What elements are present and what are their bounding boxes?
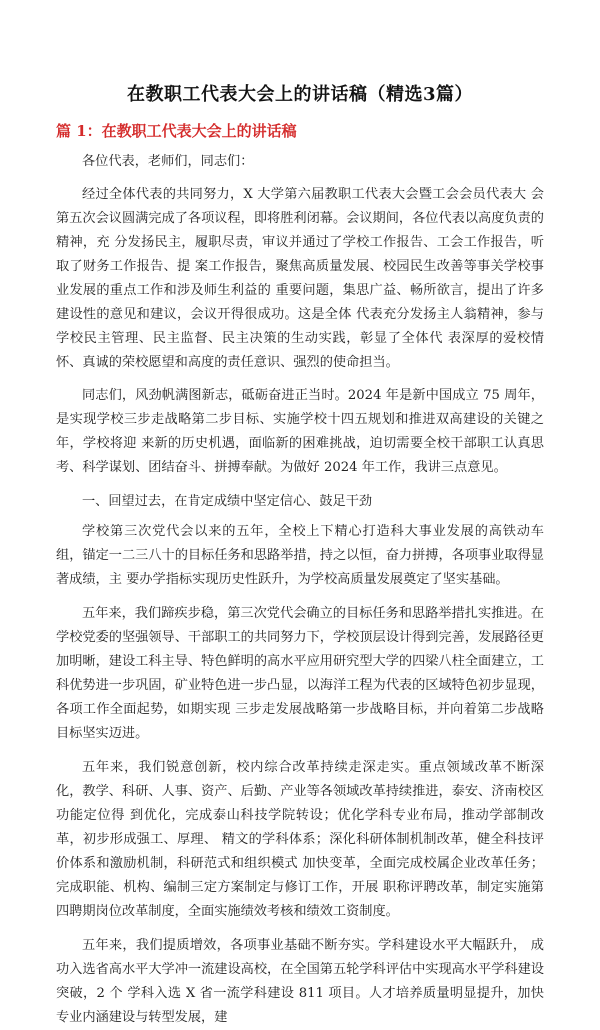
document-title: 在教职工代表大会上的讲话稿（精选3篇） <box>126 84 474 105</box>
paragraph-5: 五年来，我们锐意创新，校内综合改革持续走深走实。重点领域改革不断深 化，教学、科研、人事、资产、后勤、产业等各领域改革持续推进，泰安、济南校区功能定位得 到优化，完成泰山科技学院转设；优化学科专业布局，推动学部制改革，初步形成强工、厚理、 精文的学科体系；深化科研体制机制改革，健全科技评价体系和激励机制，科研范式和组织模式 加快变革，全面完成校属企业改革任务；完成职能、机构、编制三定方案制定与修订工作，开展 职称评聘改革，制定实施第四聘期岗位改革制度，全面实施绩效考核和绩效工资制度。 <box>56 760 544 919</box>
paragraph-3: 学校第三次党代会以来的五年，全校上下精心打造科大事业发展的高铁动车 组，锚定一二三八十的目标任务和思路举措，持之以恒，奋力拼搏，各项事业取得显著成绩，主 要办学指标实现历史性跃升，为学校高质量发展奠定了坚实基础。 <box>56 524 544 587</box>
paragraph-6: 五年来，我们提质增效，各项事业基础不断夯实。学科建设水平大幅跃升， 成功入选省高水平大学冲一流建设高校，在全国第五轮学科评估中实现高水平学科建设突破，2 个 学科入选 X 省一流学科建设 811 项目。人才培养质量明显提升，加快专业内涵建设与转型发展，建 <box>56 938 544 1025</box>
section-subheading: 一、回望过去，在肯定成绩中坚定信心、鼓足干劲 <box>82 494 373 509</box>
paragraph-4: 五年来，我们蹄疾步稳，第三次党代会确立的目标任务和思路举措扎实推进。在学校党委的坚强领导、干部职工的共同努力下，学校顶层设计得到完善，发展路径更加明晰，建设工科主导、特色鲜明的高水平应用研究型大学的四梁八柱全面建立，工科优势进一步巩固，矿业特色进一步凸显，以海洋工程为代表的区域特色初步显现，各项工作全面起势，如期实现 三步走发展战略第一步战略目标，并向着第二步战略目标坚实迈进。 <box>56 606 544 741</box>
salutation: 各位代表，老师们，同志们： <box>82 154 254 169</box>
paragraph-1: 经过全体代表的共同努力，X 大学第六届教职工代表大会暨工会会员代表大 会第五次会议圆满完成了各项议程，即将胜利闭幕。会议期间，各位代表以高度负责的精神，充 分发扬民主，履职尽责，审议并通过了学校工作报告、工会工作报告，听取了财务工作报告、提 案工作报告，聚焦高质量发展、校园民生改善等事关学校事业发展的重点工作和涉及师生利益的 重要问题，集思广益、畅所欲言，提出了许多建设性的意见和建议，会议开得很成功。这是全体 代表充分发扬主人翁精神，参与学校民主管理、民主监督、民主决策的生动实践，彰显了全体代 表深厚的爱校情怀、真诚的荣校愿望和高度的责任意识、强烈的使命担当。 <box>56 187 544 370</box>
paragraph-2: 同志们，风劲帆满图新志，砥砺奋进正当时。2024 年是新中国成立 75 周年，是实现学校三步走战略第二步目标、实施学校十四五规划和推进双高建设的关键之年，学校将迎 来新的历史机遇，面临新的困难挑战，迫切需要全校干部职工认真思考、科学谋划、团结奋斗、拼搏奉献。为做好 2024 年工作，我讲三点意见。 <box>56 388 544 475</box>
section-heading: 篇 1：在教职工代表大会上的讲话稿 <box>56 122 297 140</box>
